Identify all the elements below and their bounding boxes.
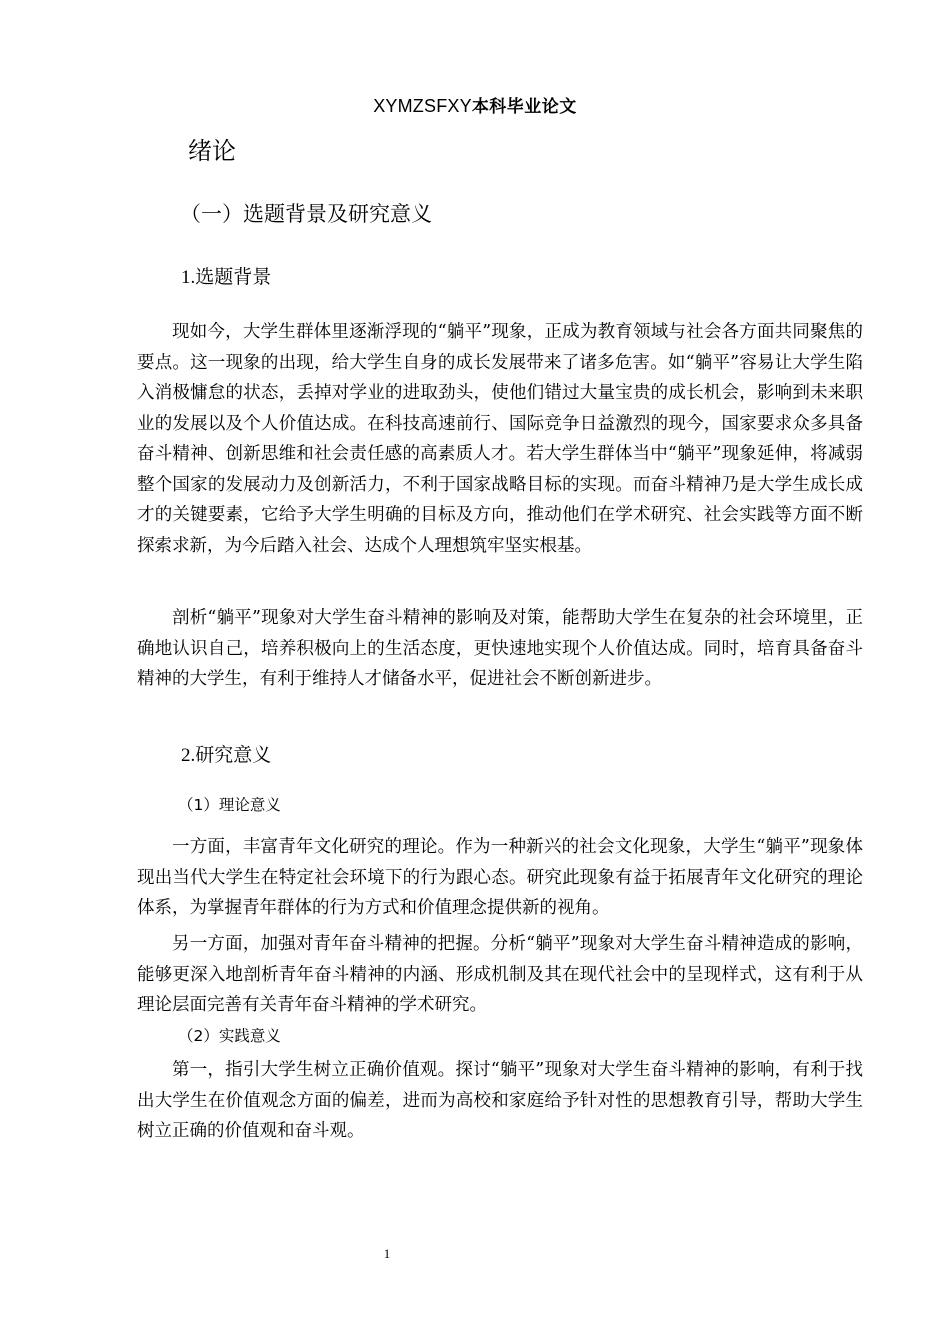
paragraph-practice-1: 第一，指引大学生树立正确价值观。探讨“躺平”现象对大学生奋斗精神的影响，有利于找出大学生在价值观念方面的偏差，进而为高校和家庭给予针对性的思想教育引导，帮助大学生树立正确的价值观和奋斗观。 bbox=[137, 1060, 863, 1141]
chapter-title: 绪论 bbox=[188, 137, 236, 165]
subsection-number: 2. bbox=[181, 745, 196, 766]
header-code: XYMZSFXY bbox=[373, 96, 472, 116]
section-title: （一）选题背景及研究意义 bbox=[180, 202, 432, 226]
header-suffix: 本科毕业论文 bbox=[471, 97, 577, 117]
subsection-significance-heading bbox=[181, 740, 271, 771]
subsection-background-heading bbox=[181, 262, 271, 293]
theory-significance-heading: （1）理论意义 bbox=[178, 796, 281, 814]
page-number: 1 bbox=[383, 1246, 391, 1261]
subsection-number: 1. bbox=[181, 267, 196, 288]
subsection-title: 选题背景 bbox=[195, 266, 272, 288]
paragraph-theory-2: 另一方面，加强对青年奋斗精神的把握。分析“躺平”现象对大学生奋斗精神造成的影响，能够更深入地剖析青年奋斗精神的内涵、形成机制及其在现代社会中的呈现样式，这有利于从理论层面完善有关青年奋斗精神的学术研究。 bbox=[137, 934, 863, 1015]
subsection-title: 研究意义 bbox=[195, 744, 272, 766]
paragraph-background-1: 现如今，大学生群体里逐渐浮现的“躺平”现象，正成为教育领域与社会各方面共同聚焦的要点。这一现象的出现，给大学生自身的成长发展带来了诸多危害。如“躺平”容易让大学生陷入消极慵怠的状态，丢掉对学业的进取劲头，使他们错过大量宝贵的成长机会，影响到未来职业的发展以及个人价值达成。在科技高速前行、国际竞争日益激烈的现今，国家要求众多具备奋斗精神、创新思维和社会责任感的高素质人才。若大学生群体当中“躺平”现象延伸，将减弱整个国家的发展动力及创新活力，不利于国家战略目标的实现。而奋斗精神乃是大学生成长成才的关键要素，它给予大学生明确的目标及方向，推动他们在学术研究、社会实践等方面不断探索求新，为今后踏入社会、达成个人理想筑牢坚实根基。 bbox=[137, 322, 863, 556]
practice-significance-heading: （2）实践意义 bbox=[178, 1027, 281, 1045]
running-header bbox=[0, 94, 950, 119]
paragraph-theory-1: 一方面，丰富青年文化研究的理论。作为一种新兴的社会文化现象，大学生“躺平”现象体现出当代大学生在特定社会环境下的行为跟心态。研究此现象有益于拓展青年文化研究的理论体系，为掌握青年群体的行为方式和价值理念提供新的视角。 bbox=[137, 837, 863, 918]
paragraph-background-2: 剖析“躺平”现象对大学生奋斗精神的影响及对策，能帮助大学生在复杂的社会环境里，正确地认识自己，培养积极向上的生活态度，更快速地实现个人价值达成。同时，培育具备奋斗精神的大学生，有利于维持人才储备水平，促进社会不断创新进步。 bbox=[137, 608, 863, 689]
